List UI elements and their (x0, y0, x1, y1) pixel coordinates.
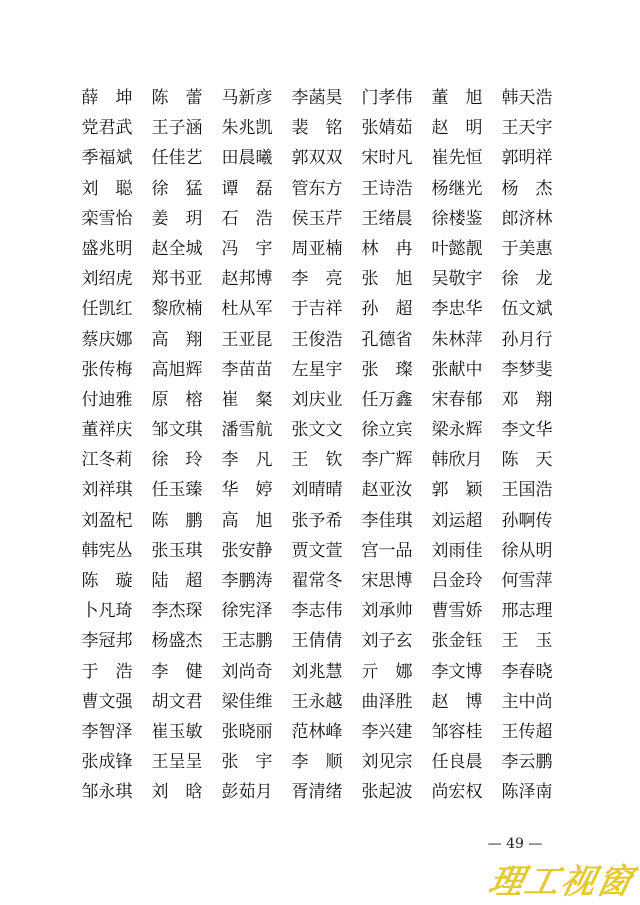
name-cell: 李 健 (151, 661, 203, 682)
name-cell: 曲泽胜 (361, 691, 413, 712)
name-list-grid (72, 83, 562, 808)
name-cell: 朱林萍 (431, 329, 483, 350)
name-cell: 张起波 (361, 782, 413, 803)
name-cell: 李梦斐 (501, 359, 553, 380)
name-cell: 徐从明 (501, 540, 553, 561)
name-cell: 任佳艺 (151, 148, 203, 169)
name-cell: 杨继光 (431, 178, 483, 199)
name-cell: 盛兆明 (81, 238, 133, 259)
name-cell: 王俊浩 (291, 329, 343, 350)
name-cell: 张 旭 (361, 269, 413, 290)
name-cell: 李兴建 (361, 721, 413, 742)
name-cell: 赵邦博 (221, 269, 273, 290)
name-cell: 李志伟 (291, 601, 343, 622)
name-cell: 徐宪泽 (221, 601, 273, 622)
name-cell: 陈泽南 (501, 782, 553, 803)
name-cell: 李智泽 (81, 721, 133, 742)
name-cell: 孙 超 (361, 299, 413, 320)
name-cell: 胡文君 (151, 691, 203, 712)
name-cell: 华 婷 (221, 480, 273, 501)
name-cell: 尚宏权 (431, 782, 483, 803)
name-cell: 赵亚汝 (361, 480, 413, 501)
name-cell: 宋时凡 (361, 148, 413, 169)
name-cell: 谭 磊 (221, 178, 273, 199)
name-cell: 栾雪怡 (81, 208, 133, 229)
name-cell: 侯玉芹 (291, 208, 343, 229)
name-cell: 贾文萱 (291, 540, 343, 561)
name-cell: 李文博 (431, 661, 483, 682)
name-cell: 高 旭 (221, 510, 273, 531)
name-cell: 刘兆慧 (291, 661, 343, 682)
name-cell: 赵 明 (431, 118, 483, 139)
name-cell: 王倩倩 (291, 631, 343, 652)
name-cell: 江冬莉 (81, 450, 133, 471)
name-cell: 于吉祥 (291, 299, 343, 320)
name-cell: 张玉琪 (151, 540, 203, 561)
name-cell: 刘 聪 (81, 178, 133, 199)
name-cell: 陈 天 (501, 450, 553, 471)
name-cell: 王子涵 (151, 118, 203, 139)
name-cell: 吴敬宇 (431, 269, 483, 290)
name-cell: 刘见宗 (361, 752, 413, 773)
name-cell: 刘祥琪 (81, 480, 133, 501)
name-cell: 原 榕 (151, 389, 203, 410)
name-cell: 韩天浩 (501, 88, 553, 108)
page-number: — 49 — (487, 836, 543, 852)
name-cell: 刘绍虎 (81, 269, 133, 290)
name-cell: 徐立宾 (361, 420, 413, 441)
name-cell: 孔德省 (361, 329, 413, 350)
name-cell: 张文文 (291, 420, 343, 441)
name-cell: 韩欣月 (431, 450, 483, 471)
name-cell: 郑书亚 (151, 269, 203, 290)
name-cell: 杨 杰 (501, 178, 553, 199)
name-cell: 梁佳维 (221, 691, 273, 712)
name-cell: 刘盈杞 (81, 510, 133, 531)
name-cell: 李苗苗 (221, 359, 273, 380)
name-cell: 董祥庆 (81, 420, 133, 441)
name-cell: 宋思博 (361, 571, 413, 591)
name-cell: 邹永琪 (81, 782, 133, 803)
name-cell: 李忠华 (431, 299, 483, 320)
name-cell: 彭茹月 (221, 782, 273, 803)
name-cell: 王 钦 (291, 450, 343, 471)
name-cell: 郭双双 (291, 148, 343, 169)
name-cell: 徐 龙 (501, 269, 553, 290)
name-cell: 周亚楠 (291, 238, 343, 259)
name-cell: 曹文强 (81, 691, 133, 712)
name-cell: 门孝伟 (361, 88, 413, 108)
name-cell: 徐 玲 (151, 450, 203, 471)
name-cell: 左星宇 (291, 359, 343, 380)
name-cell: 陈 鹏 (151, 510, 203, 531)
name-cell: 任凯红 (81, 299, 133, 320)
name-cell: 姜 玥 (151, 208, 203, 229)
name-cell: 朱兆凯 (221, 118, 273, 139)
name-cell: 王呈呈 (151, 752, 203, 773)
name-cell: 王天宇 (501, 118, 553, 139)
name-cell: 韩宪丛 (81, 540, 133, 561)
name-cell: 任玉臻 (151, 480, 203, 501)
name-cell: 宋春郁 (431, 389, 483, 410)
name-cell: 王传超 (501, 721, 553, 742)
name-cell: 潘雪航 (221, 420, 273, 441)
name-cell: 杨盛杰 (151, 631, 203, 652)
name-cell: 付迪雅 (81, 389, 133, 410)
name-cell: 张 璨 (361, 359, 413, 380)
watermark-logo-text: 理工视窗 (485, 862, 638, 902)
name-cell: 党君武 (81, 118, 133, 139)
name-cell: 张献中 (431, 359, 483, 380)
name-cell: 张婧茹 (361, 118, 413, 139)
name-cell: 卜凡琦 (81, 601, 133, 622)
name-cell: 陆 超 (151, 571, 203, 591)
name-cell: 田晨曦 (221, 148, 273, 169)
name-cell: 陈 蕾 (151, 88, 203, 108)
name-cell: 黎欣楠 (151, 299, 203, 320)
name-cell: 崔先恒 (431, 148, 483, 169)
name-cell: 胥清绪 (291, 782, 343, 803)
name-cell: 李春晓 (501, 661, 553, 682)
name-cell: 高 翔 (151, 329, 203, 350)
name-cell: 王绪晨 (361, 208, 413, 229)
name-cell: 薛 坤 (81, 88, 133, 108)
name-cell: 马新彦 (221, 88, 273, 108)
name-cell: 高旭辉 (151, 359, 203, 380)
name-cell: 李冠邦 (81, 631, 133, 652)
name-cell: 王国浩 (501, 480, 553, 501)
name-cell: 刘子玄 (361, 631, 413, 652)
name-cell: 刘 晗 (151, 782, 203, 803)
name-cell: 孙月行 (501, 329, 553, 350)
name-cell: 赵 博 (431, 691, 483, 712)
name-cell: 亓 娜 (361, 661, 413, 682)
name-cell: 石 浩 (221, 208, 273, 229)
name-cell: 何雪萍 (501, 571, 553, 591)
name-cell: 李文华 (501, 420, 553, 441)
name-cell: 李鹏涛 (221, 571, 273, 591)
name-cell: 邹文琪 (151, 420, 203, 441)
name-cell: 李广辉 (361, 450, 413, 471)
name-cell: 王诗浩 (361, 178, 413, 199)
name-cell: 李 凡 (221, 450, 273, 471)
name-cell: 邢志理 (501, 601, 553, 622)
name-cell: 于 浩 (81, 661, 133, 682)
name-cell: 刘运超 (431, 510, 483, 531)
name-cell: 杜从军 (221, 299, 273, 320)
name-cell: 管东方 (291, 178, 343, 199)
name-cell: 王 玉 (501, 631, 553, 652)
name-cell: 李佳琪 (361, 510, 413, 531)
name-cell: 张传梅 (81, 359, 133, 380)
name-cell: 冯 宇 (221, 238, 273, 259)
name-cell: 孙啊传 (501, 510, 553, 531)
name-cell: 郭明祥 (501, 148, 553, 169)
name-cell: 郎济林 (501, 208, 553, 229)
name-cell: 梁永辉 (431, 420, 483, 441)
name-cell: 张成锋 (81, 752, 133, 773)
name-cell: 李 顺 (291, 752, 343, 773)
name-cell: 伍文斌 (501, 299, 553, 320)
name-cell: 李菡昊 (291, 88, 343, 108)
name-cell: 张安静 (221, 540, 273, 561)
name-cell: 主中尚 (501, 691, 553, 712)
name-cell: 季福斌 (81, 148, 133, 169)
name-cell: 张予希 (291, 510, 343, 531)
name-cell: 陈 璇 (81, 571, 133, 591)
name-cell: 王志鹏 (221, 631, 273, 652)
name-cell: 张 宇 (221, 752, 273, 773)
name-cell: 邹容桂 (431, 721, 483, 742)
name-cell: 刘雨佳 (431, 540, 483, 561)
name-cell: 徐 猛 (151, 178, 203, 199)
name-cell: 林 冉 (361, 238, 413, 259)
name-cell: 宫一品 (361, 540, 413, 561)
name-cell: 任万鑫 (361, 389, 413, 410)
name-cell: 刘庆业 (291, 389, 343, 410)
name-cell: 刘承帅 (361, 601, 413, 622)
name-cell: 崔玉敏 (151, 721, 203, 742)
name-cell: 赵全城 (151, 238, 203, 259)
name-cell: 李云鹏 (501, 752, 553, 773)
name-cell: 范林峰 (291, 721, 343, 742)
name-cell: 张金钰 (431, 631, 483, 652)
name-cell: 李 亮 (291, 269, 343, 290)
name-cell: 吕金玲 (431, 571, 483, 591)
name-cell: 徐楼鉴 (431, 208, 483, 229)
name-cell: 刘尚奇 (221, 661, 273, 682)
name-cell: 李杰琛 (151, 601, 203, 622)
name-cell: 任良晨 (431, 752, 483, 773)
name-cell: 翟常冬 (291, 571, 343, 591)
name-cell: 曹雪娇 (431, 601, 483, 622)
name-cell: 崔 粲 (221, 389, 273, 410)
name-cell: 王亚昆 (221, 329, 273, 350)
name-cell: 王永越 (291, 691, 343, 712)
name-cell: 蔡庆娜 (81, 329, 133, 350)
name-cell: 刘晴晴 (291, 480, 343, 501)
name-cell: 裴 铭 (291, 118, 343, 139)
name-cell: 叶懿靓 (431, 238, 483, 259)
name-cell: 邓 翔 (501, 389, 553, 410)
name-cell: 张晓丽 (221, 721, 273, 742)
name-cell: 于美惠 (501, 238, 553, 259)
name-cell: 郭 颖 (431, 480, 483, 501)
name-cell: 董 旭 (431, 88, 483, 108)
